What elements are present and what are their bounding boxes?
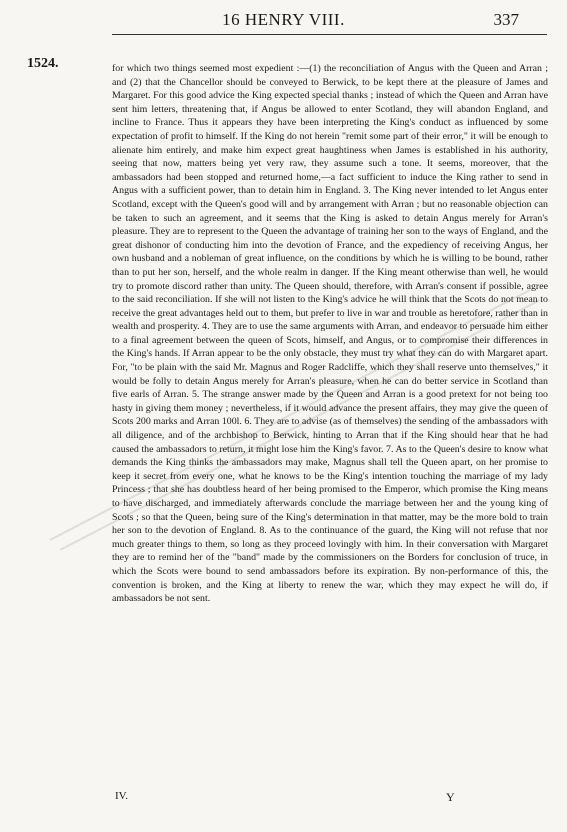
page-body bbox=[112, 62, 548, 784]
body-paragraph: for which two things seemed most expedient :—(1) the reconciliation of Angus with the Queen and Arran ; and (2) that the Chancellor should be conveyed to Berwick, to be kept there at the pleasure of James and Margaret. For this good advice the King expected special thanks ; instead of which the Queen and Arran have sent him letters, threatening that, if Angus be allowed to enter Scotland, they will abandon England, and incline to France. Thus it appears they have been interpreting the King's conduct as influenced by some expectation of profit to himself. If the King do not herein "remit some part of their error," it will be enough to alienate him entirely, and make him expect great haughtiness when James is established in his authority, seeing that now, matters being yet very raw, they assume such a tone. It seems, moreover, that the ambassadors had been stopped and returned home,—a fact sufficient to induce the King rather to send in Angus with a sufficient power, than to detain him in England. 3. The King never intended to let Angus enter Scotland, except with the Queen's good will and by arrangement with Arran ; but no reasonable objection can be taken to such an agreement, and it seems that the King is asked to detain Angus merely for Arran's pleasure. They are to represent to the Queen the advantage of training her son to the ways of England, and the great dishonor of conducting him into the devotion of France, and the expediency of receiving Angus, her own husband and a nobleman of great influence, on the conditions by which he is willing to be bound, rather than to put her son, herself, and the whole realm in danger. If the King meant otherwise than well, he would try to promote discord rather than unity. The Queen should, therefore, with Arran's consent if possible, agree to the said reconciliation. If she will not listen to the King's advice he will think that the Scots do not mean to receive the great advantages held out to them, but prefer to live in war and trouble as heretofore, rather than in wealth and prosperity. 4. They are to use the same arguments with Arran, and endeavor to persuade him either to a final agreement between the queen of Scots, himself, and Angus, or to compromise their differences in the King's hands. If Arran appear to be the only obstacle, they must try what they can do with Margaret apart. For, "to be plain with the said Mr. Magnus and Roger Radcliffe, which they shall reserve unto themselves," it would be folly to detain Angus merely for Arran's pleasure, when he can do better service in Scotland than five earls of Arran. 5. The strange answer made by the Queen and Arran is a good pretext for not being too hasty in giving them money ; nevertheless, if it would advance the present affairs, they may give the queen of Scots 200 marks and Arran 100l. 6. They are to advise (as of themselves) the sending of the ambassadors with all diligence, and of the archbishop to Berwick, hinting to Arran that if the King should hear that he had caused the ambassadors to return, it might lose him the King's favor. 7. As to the Queen's desire to know what demands the King thinks the ambassadors may make, Magnus shall tell the Queen apart, on her promise to keep it secret from every one, what he knows to be the King's intention touching the marriage of my lady Princess ; that she has doubtless heard of her being promised to the Emperor, which promise the King means to have discharged, and immediately afterwards conclude the marriage between her and the young king of Scots ; so that the Queen, being sure of the King's determination in that matter, may be the more bold to train her son to the devotion of England. 8. As to the continuance of the guard, the King will not refuse that nor much greater things to them, so long as they proceed lovingly with him. In their conversation with Margaret they are to remind her of the "band" made by the commissioners on the Borders for conclusion of truce, in which the Scots were bound to send ambassadors before its expiration. By non-performance of this, the convention is broken, and the King at liberty to renew the war, which they may expect he will do, if ambassadors be not sent. bbox=[112, 63, 548, 605]
page-number: 337 bbox=[493, 10, 519, 29]
signature-mark-left: IV. bbox=[115, 790, 128, 802]
running-head: 16 HENRY VIII. bbox=[222, 10, 345, 29]
signature-mark-right: Y bbox=[446, 790, 455, 804]
margin-year: 1524. bbox=[27, 56, 59, 71]
page-header bbox=[0, 8, 567, 34]
page-footer bbox=[0, 790, 567, 810]
header-rule bbox=[112, 34, 547, 35]
